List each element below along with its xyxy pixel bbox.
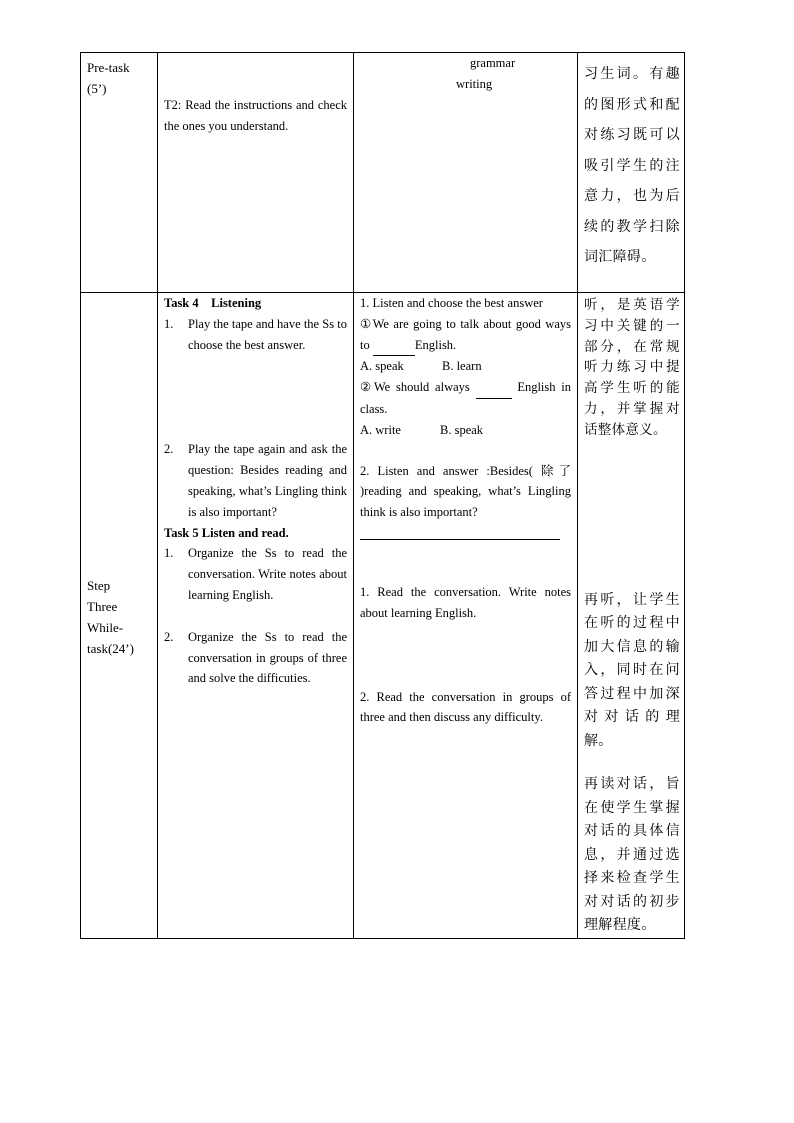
pre-task-step-label: Pre-task (5’) [87, 60, 130, 96]
purpose-relisten: 再听，让学生在听的过程中加大信息的输入，同时在问答过程中加深对对话的理解。 [584, 591, 680, 749]
question-1 [360, 314, 571, 357]
while-task-purpose-cell [578, 293, 685, 939]
question-2-options [360, 420, 571, 461]
lesson-plan-table [80, 52, 685, 939]
task5-step-2 [164, 627, 347, 689]
task4-step-1-num: 1. [164, 316, 174, 331]
task4-step-1-text: Play the tape and have the Ss to choose the best answer. [188, 316, 347, 352]
purpose-reread: 再读对话，旨在使学生掌握对话的具体信息，并通过选择来检查学生对对话的初步理解程度。 [584, 776, 680, 934]
question-1-text: ①We are going to talk about good ways to [360, 316, 571, 352]
read-notes-text: 1. Read the conversation. Write notes about learning English. [360, 584, 571, 620]
while-task-step-cell [81, 293, 158, 939]
while-step-line-2: Three [87, 599, 118, 615]
option-1a: A. speak [360, 359, 404, 374]
task4-step-2 [164, 439, 347, 522]
option-2b: B. speak [440, 422, 484, 437]
task5-step-1-text: Organize the Ss to read the conversation. Write notes about learning English. [188, 546, 347, 602]
task5-step-2-num: 2. [164, 629, 174, 644]
while-step-line-1: Step [87, 578, 111, 594]
student-word-writing: writing [456, 76, 493, 91]
task5-steps [164, 543, 347, 689]
listen-choose-title: 1. Listen and choose the best answer [360, 296, 543, 310]
answer-line [360, 523, 560, 540]
purpose-listening: 听，是英语学习中关键的一部分，在常规听力练习中提高学生听的能力，并掌握对话整体意义。 [584, 297, 680, 438]
question-1-end: English. [414, 337, 457, 352]
pre-task-purpose-cell [578, 53, 685, 293]
pre-task-teacher-text: T2: Read the instructions and check the ones you understand. [164, 98, 347, 133]
while-step-line-3: While- [87, 620, 124, 636]
task4-title: Task 4 Listening [164, 296, 262, 310]
question-2-end: English in class. [360, 380, 571, 416]
task5-step-1 [164, 543, 347, 626]
read-groups-text: 2. Read the conversation in groups of three and then discuss any difficulty. [360, 689, 571, 725]
task4-step-2-text: Play the tape again and ask the question: Besides reading and speaking, what’s Lingling think is also important? [188, 442, 347, 519]
option-2a: A. write [360, 422, 401, 437]
while-task-teacher-cell [158, 293, 354, 939]
question-2-text: ②We should always [360, 380, 470, 395]
while-task-row [81, 293, 685, 939]
pre-task-student-cell [354, 53, 578, 293]
pre-task-teacher-cell [158, 53, 354, 293]
question-2 [360, 377, 571, 420]
task4-step-2-num: 2. [164, 442, 174, 457]
pre-task-purpose-text: 习生词。有趣的图形式和配对练习既可以吸引学生的注意力，也为后续的教学扫除词汇障碍。 [584, 66, 680, 265]
option-1b: B. learn [442, 359, 482, 374]
question-1-options [360, 356, 571, 377]
student-word-grammar: grammar [470, 56, 516, 70]
task5-title: Task 5 Listen and read. [164, 525, 289, 540]
task4-step-1 [164, 314, 347, 440]
pre-task-step-cell [81, 53, 158, 293]
while-step-line-4: task(24’) [87, 641, 134, 657]
question-1-blank [373, 335, 415, 357]
task5-step-2-text: Organize the Ss to read the conversation in groups of three and solve the difficuties. [188, 629, 347, 686]
while-task-student-cell [354, 293, 578, 939]
task4-steps [164, 314, 347, 523]
task5-step-1-num: 1. [164, 546, 174, 561]
question-2-blank [476, 377, 512, 399]
listen-answer-text: 2. Listen and answer :Besides( 除了 )reading and speaking, what’s Lingling think is also important? [360, 463, 571, 520]
pre-task-row [81, 53, 685, 293]
